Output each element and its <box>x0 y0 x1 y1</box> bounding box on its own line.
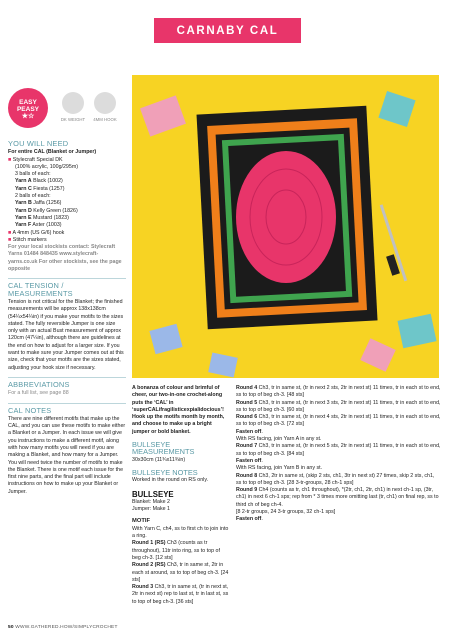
bullseye-blanket: Blanket: Make 2 <box>132 498 170 505</box>
round-label: Round 7 <box>236 443 258 450</box>
material-line <box>8 164 126 171</box>
yarn-label: Yarn C <box>15 185 32 192</box>
yarn-label: Yarn B <box>15 200 32 207</box>
motif-rounds <box>132 540 230 606</box>
round-label: Fasten off <box>236 457 262 464</box>
pattern-round <box>236 385 441 400</box>
yarn-label: Yarn D <box>15 207 32 214</box>
difficulty-line1: EASY <box>19 99 37 106</box>
round-text: . <box>261 428 263 435</box>
bullet-icon: ■ <box>8 229 12 236</box>
motif-heading: MOTIF <box>132 518 151 525</box>
round-text: Ch3 (counts as tr throughout), 11tr into ring, ss to top of beg ch-3. [12 sts] <box>132 540 220 561</box>
material-line <box>8 208 126 215</box>
round-label: Round 1 (RS) <box>132 540 166 547</box>
motif-rounds-continued <box>236 385 441 524</box>
round-text: Ch3, tr in same st, (tr in next 3 sts, 2tr in next st) 11 times, tr in each st to end, ss to top of beg ch-3. [60 sts] <box>236 399 441 413</box>
pattern-round <box>236 473 441 488</box>
pattern-round <box>236 436 441 443</box>
bullseye-measurements-text: 30x30cm (11¾x11¾in) <box>132 456 186 463</box>
page-banner <box>154 18 301 43</box>
material-line <box>8 171 126 178</box>
material-text: Fiesta (1257) <box>31 185 65 192</box>
you-will-need-heading: YOU WILL NEED <box>8 139 69 148</box>
right-column <box>236 385 441 524</box>
yarn-label: Yarn A <box>15 178 32 185</box>
stockists-text: For your local stockists contact: Stylecraft Yarns 01484 848435 www.stylecraft-yarns.co.uk For other stockists, see the page opposite <box>8 244 122 273</box>
cal-notes-heading: CAL NOTES <box>8 403 126 414</box>
pattern-round <box>236 465 441 472</box>
pattern-round <box>236 516 441 523</box>
material-text: 2 balls of each: <box>15 193 51 200</box>
pattern-round <box>236 443 441 458</box>
bullet-icon: ■ <box>8 236 12 243</box>
round-label: Round 5 <box>236 399 258 406</box>
material-text: (100% acrylic, 100g/295m) <box>15 163 79 170</box>
material-line <box>8 178 126 185</box>
round-text: Ch3, tr in same st, (tr in next st, 2tr in next st) rep to last st, tr in last st, ss to top of beg ch-3. [36 sts] <box>132 584 229 605</box>
material-line <box>8 215 126 222</box>
material-line <box>8 230 126 237</box>
material-text: A 4mm (US G/6) hook <box>11 229 65 236</box>
round-label: Round 8 <box>236 472 258 479</box>
star-icon: ★☆ <box>21 113 35 120</box>
bullseye-measurements-heading: BULLSEYE MEASUREMENTS <box>132 440 195 457</box>
round-label: Fasten off <box>236 428 262 435</box>
pattern-round <box>132 562 230 584</box>
page-footer <box>8 625 118 630</box>
cal-notes-text: There are nine different motifs that make up the CAL, and you can use these motifs to make either a Blanket or a Jumper. In each issue we will give you instructions to make a different motif, along with how many motifs you will need if you are making a Blanket, and how many for a Jumper. You will need twice the number of motifs to make the Blanket. There is one motif each issue for the first nine parts, and the final part will include instructions on how to make up your Blanket or Jumper. <box>8 415 126 495</box>
bullseye-notes-heading: BULLSEYE NOTES <box>132 467 198 477</box>
page-title: CARNABY CAL <box>176 24 279 37</box>
yarn-label: Yarn E <box>15 214 32 221</box>
material-text: Stitch markers <box>11 236 47 243</box>
bullseye-heading: BULLSEYE <box>132 489 174 499</box>
difficulty-badge <box>8 88 48 128</box>
pattern-round <box>236 429 441 436</box>
material-text: Black (1002) <box>31 178 63 185</box>
yarn-label: Yarn F <box>15 222 32 229</box>
round-text: . <box>261 516 263 523</box>
difficulty-line2: PEASY <box>16 106 40 113</box>
round-text: Ch3, tr in same st, (tr in next 2 sts, 2tr in next st) 11 times, tr in each st to end, ss to top of beg ch-3. [48 sts] <box>236 385 441 399</box>
material-line <box>8 237 126 244</box>
material-line <box>8 157 126 164</box>
material-line <box>8 193 126 200</box>
badge-row <box>8 88 126 130</box>
pattern-round <box>132 540 230 562</box>
yarn-weight-label: DK WEIGHT <box>60 117 86 122</box>
product-photo <box>132 75 439 378</box>
motif-intro: With Yarn C, ch4, ss to first ch to join into a ring. <box>132 525 229 540</box>
round-label: Round 6 <box>236 414 258 421</box>
pattern-round <box>236 414 441 429</box>
round-label: Fasten off <box>236 516 262 523</box>
round-label: Round 9 <box>236 487 258 494</box>
round-text: Ch3, tr in same st, (tr in next 4 sts, 2tr in next st) 11 times, tr in each st to end, ss to top of beg ch-3. [72 sts] <box>236 414 441 428</box>
round-text: With RS facing, join Yarn B in any st. <box>236 465 323 472</box>
pattern-round <box>236 509 441 516</box>
yarn-weight-icon <box>62 92 84 114</box>
pattern-round <box>236 400 441 415</box>
round-label: Round 3 <box>132 584 154 591</box>
round-text: Ch3, 2tr in same st, (skip 2 sts, ch1, 3tr in next st) 27 times, skip 2 sts, ch1, ss to top of beg ch-3. [28 3-tr-groups, 28 ch-1 sps] <box>236 472 435 486</box>
round-text: With RS facing, join Yarn A in any st. <box>236 436 322 443</box>
round-text: Ch4 (counts as tr, ch1 throughout), *(2tr, ch1, 2tr, ch1) in next ch-1 sp, (3tr, ch1) in next 6 ch-1 sps; rep from * 3 times more omitting last (tr, ch1) on final rep, ss to third ch of beg ch-4. <box>236 487 439 508</box>
round-text: Ch3, tr in same st, (tr in next 5 sts, 2tr in next st) 11 times, tr in each st to end, ss to top of beg ch-3. [84 sts] <box>236 443 441 457</box>
material-text: Jaffa (1256) <box>31 200 62 207</box>
abbreviations-text: For a full list, see page 88 <box>8 390 69 397</box>
material-text: Kelly Green (1826) <box>31 207 78 214</box>
material-line <box>8 186 126 193</box>
left-column <box>8 137 126 496</box>
round-text: . <box>261 457 263 464</box>
material-line <box>8 200 126 207</box>
round-label: Round 4 <box>236 385 258 391</box>
material-line <box>8 222 126 229</box>
bullseye-notes-text: Worked in the round on RS only. <box>132 477 209 484</box>
footer-url: WWW.GATHERED.HOW/SIMPLYCROCHET <box>15 625 118 630</box>
material-text: Aster (1003) <box>31 222 62 229</box>
material-text: Mustard (1823) <box>31 214 69 221</box>
material-text: Stylecraft Special DK <box>11 156 63 163</box>
bullseye-motif <box>132 75 439 378</box>
round-text: [8 2-tr groups, 24 3-tr groups, 32 ch-1 sps] <box>236 509 336 516</box>
you-will-need-subheading: For entire CAL (Blanket or Jumper) <box>8 149 97 156</box>
intro-text: A bonanza of colour and brimful of cheer, our two-in-one crochet-along puts the ‘CAL’ in ‘superCALifragilisticexpialidocious’! Hook up the motifs month by month, and choose to make up a bright jumper or bold blanket. <box>132 385 225 435</box>
hook-size-label: 4MM HOOK <box>93 117 117 122</box>
material-text: 3 balls of each: <box>15 171 51 178</box>
bullet-icon: ■ <box>8 156 12 163</box>
middle-column <box>132 385 230 606</box>
round-label: Round 2 (RS) <box>132 562 166 569</box>
bullseye-jumper: Jumper: Make 1 <box>132 506 170 513</box>
tension-text: Tension is not critical for the Blanket; the finished measurements will be approx 138x138cm (54¼x54¼in) if you make your motifs to the sizes stated. The fully reversible Jumper is one size only with an actual Bust measurement of approx 120cm (47¼in), although there are guidelines at the end on how to adjust for a larger size. If you want to make sure your Jumper comes out at this size, check that your motifs are the sizes stated, adjusting your hook size if necessary. <box>8 298 124 371</box>
round-text: Ch3, tr in same st, 2tr in each st around, ss to top of beg ch-3. [24 sts] <box>132 562 229 583</box>
pattern-round <box>236 458 441 465</box>
materials-list <box>8 157 126 245</box>
abbreviations-heading: ABBREVIATIONS <box>8 377 126 388</box>
pattern-round <box>236 487 441 509</box>
hook-size-icon <box>94 92 116 114</box>
page-number: 50 <box>8 625 14 630</box>
tension-heading: CAL TENSION / MEASUREMENTS <box>8 278 126 297</box>
pattern-round <box>132 584 230 606</box>
